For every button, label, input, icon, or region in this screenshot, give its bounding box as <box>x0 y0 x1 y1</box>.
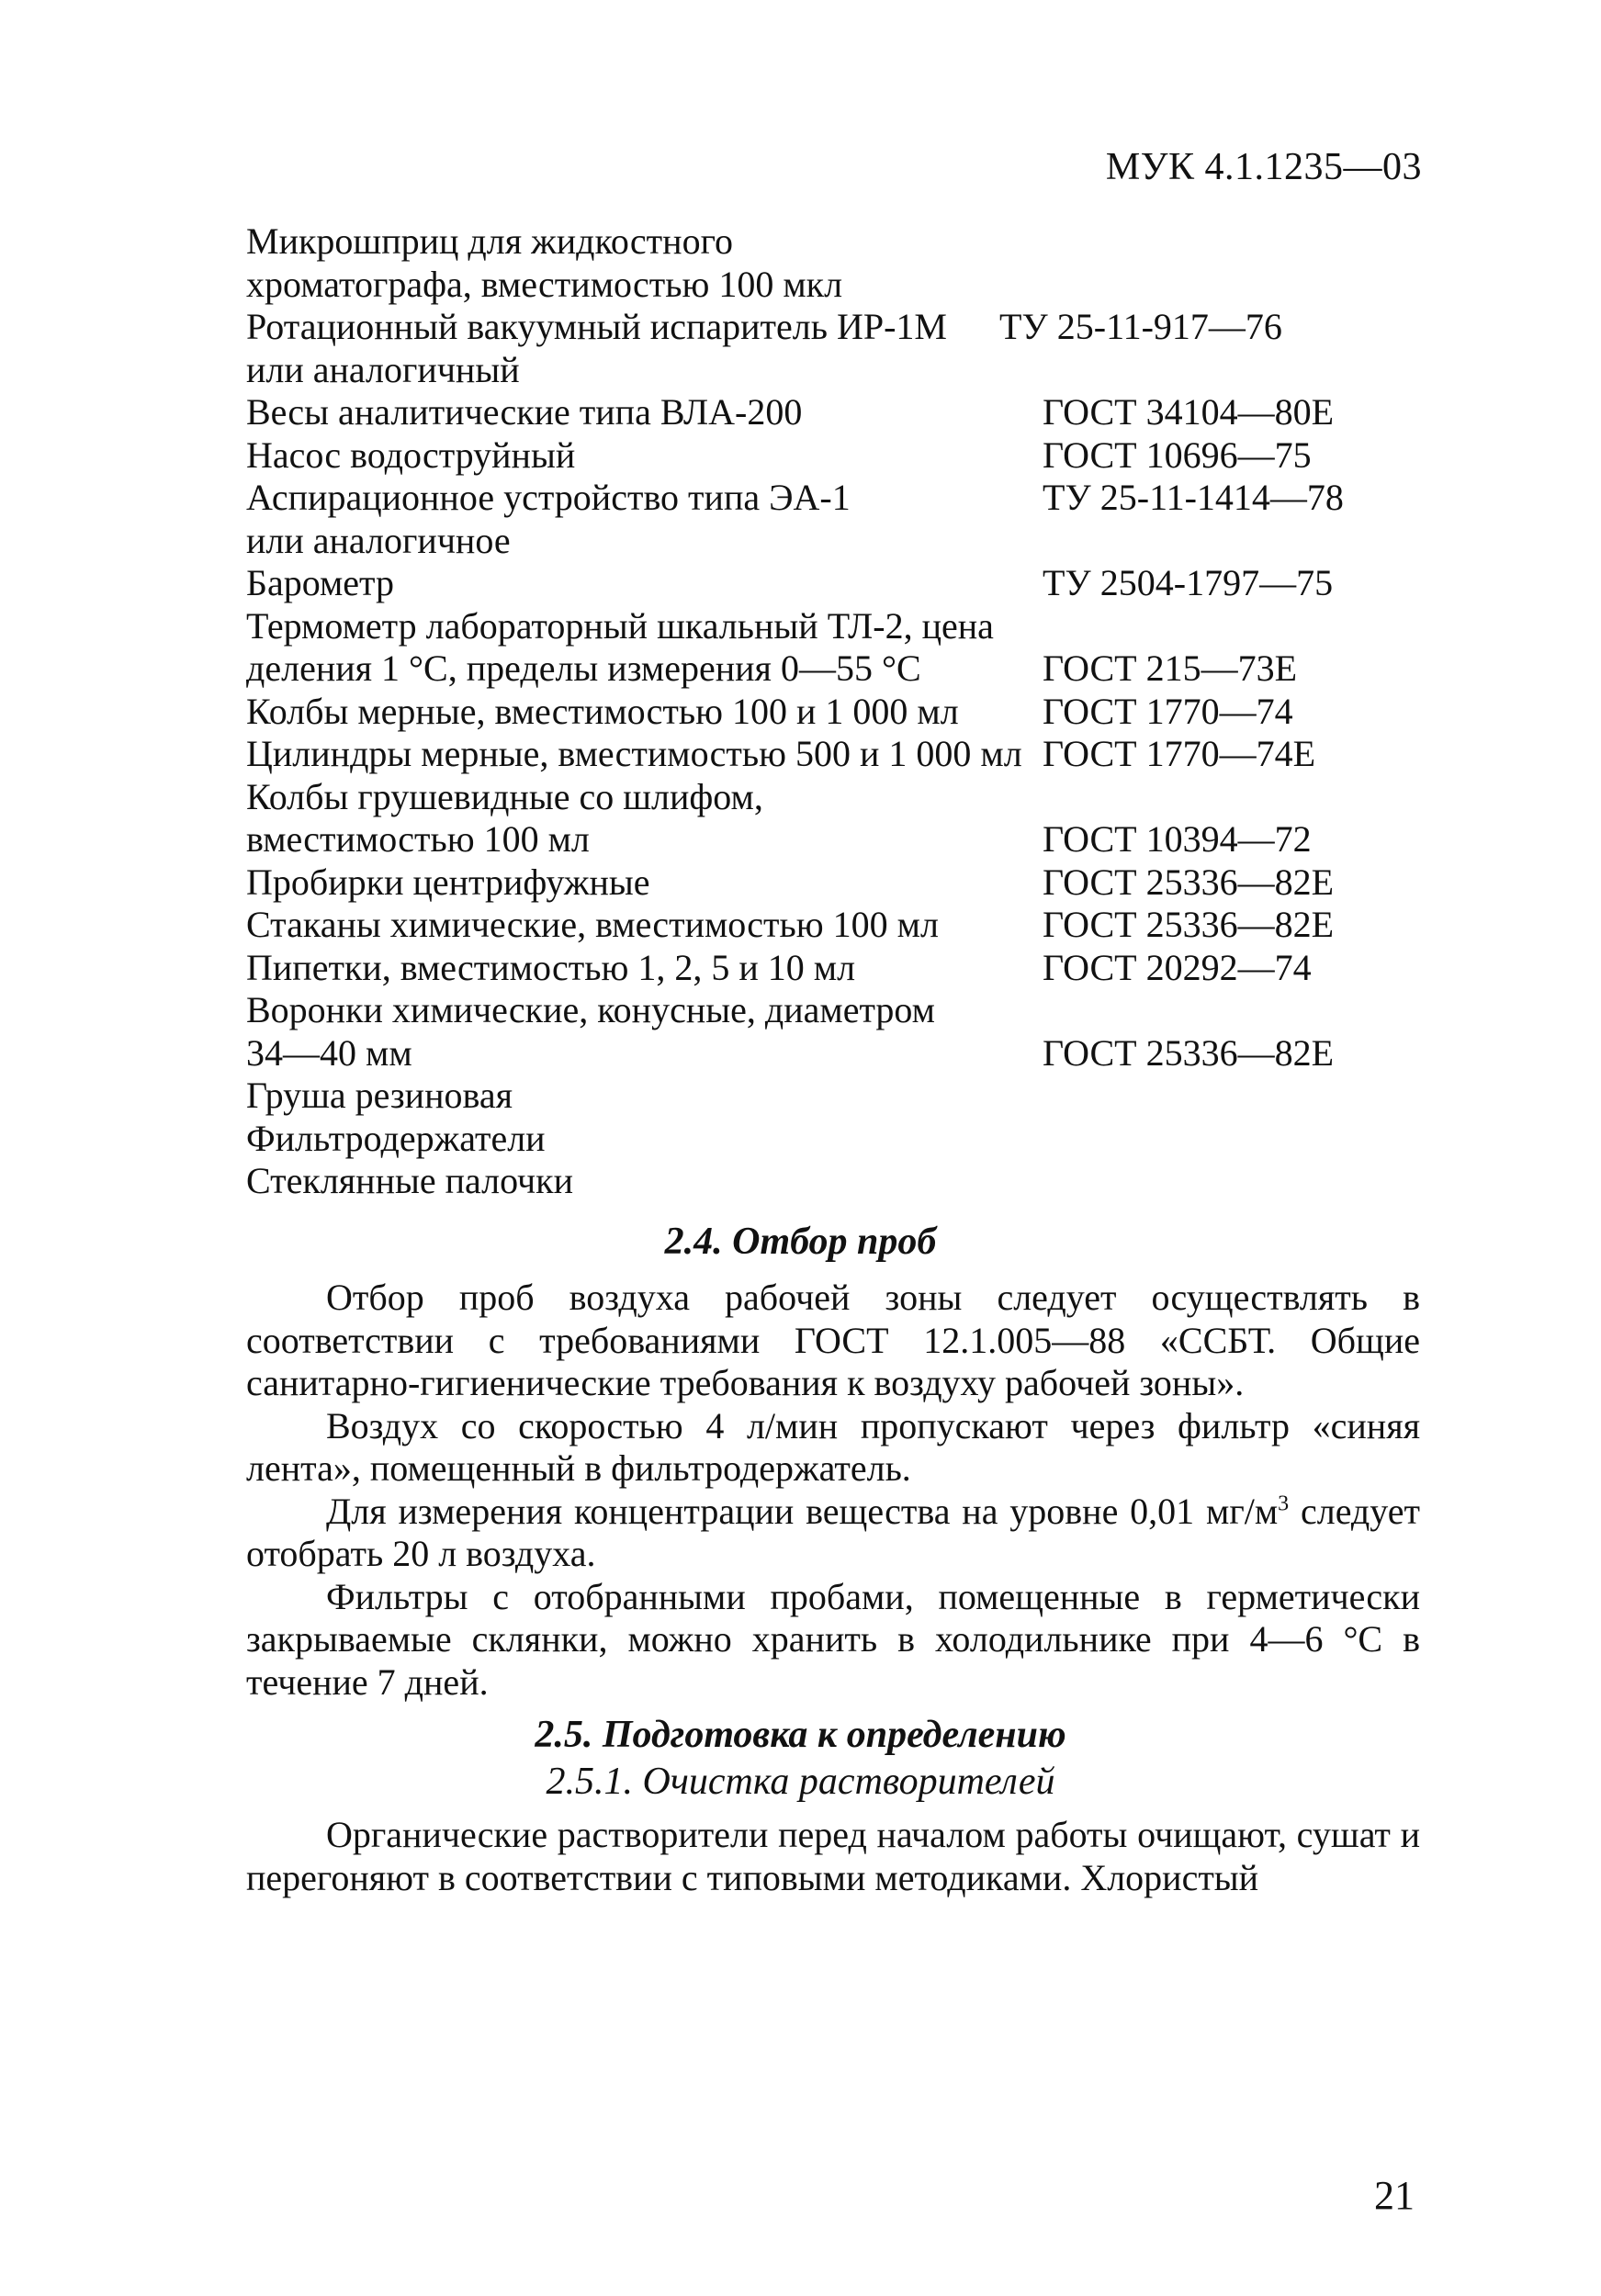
equipment-name: Колбы грушевидные со шлифом, вместимостью 100 мл <box>246 775 763 860</box>
equipment-standard: ГОСТ 25336—82Е <box>1043 1031 1335 1074</box>
equipment-name: Барометр <box>246 562 394 603</box>
equipment-row <box>246 562 1422 605</box>
equipment-standard: ГОСТ 25336—82Е <box>1043 904 1335 945</box>
equipment-name: Ротационный вакуумный испаритель ИР-1М или аналогичный <box>246 306 947 390</box>
text-fragment: следует отобрать 20 л воздуха. <box>246 1490 1420 1574</box>
equipment-name: Термометр лабораторный шкальный ТЛ-2, цена деления 1 °С, пределы измерения 0—55 °С <box>246 604 994 689</box>
equipment-row <box>246 1075 1422 1118</box>
equipment-standard: ТУ 25-11-917—76 <box>999 306 1282 347</box>
equipment-standard: ГОСТ 34104—80Е <box>1043 391 1335 433</box>
equipment-name: Стаканы химические, вместимостью 100 мл <box>246 904 939 945</box>
page-number: 21 <box>1374 2173 1415 2218</box>
equipment-name: Микрошприц для жидкостного хроматографа, вместимостью 100 мкл <box>246 220 843 305</box>
equipment-standard: ТУ 25-11-1414—78 <box>1043 477 1344 518</box>
section-sampling-body <box>246 1277 1420 1704</box>
equipment-row <box>246 434 1422 478</box>
equipment-standard: ГОСТ 10696—75 <box>1043 433 1312 476</box>
equipment-row <box>246 691 1422 734</box>
equipment-name: Колбы мерные, вместимостью 100 и 1 000 мл <box>246 690 959 732</box>
equipment-standard: ГОСТ 20292—74 <box>1043 946 1312 988</box>
superscript: 3 <box>1278 1491 1290 1516</box>
section-title-preparation: 2.5. Подготовка к определению <box>535 1714 1066 1756</box>
text-fragment: Для измерения концентрации вещества на уровне 0,01 мг/м <box>326 1490 1279 1532</box>
section-title-sampling: 2.4. Отбор проб <box>664 1221 937 1263</box>
equipment-row <box>246 1160 1422 1203</box>
equipment-row <box>246 605 1422 691</box>
equipment-name: Стеклянные палочки <box>246 1160 574 1201</box>
equipment-name: Пипетки, вместимостью 1, 2, 5 и 10 мл <box>246 946 856 988</box>
equipment-row <box>246 220 1422 306</box>
equipment-row <box>246 1118 1422 1161</box>
paragraph: Воздух со скоростью 4 л/мин пропускают через фильтр «синяя лента», помещенный в фильтродержатель. <box>246 1404 1420 1489</box>
document-code: МУК 4.1.1235—03 <box>1105 146 1422 188</box>
equipment-standard: ГОСТ 1770—74 <box>1043 690 1293 732</box>
paragraph: Фильтры с отобранными пробами, помещенные в герметически закрываемые склянки, можно хранить в холодильнике при 4—6 °С в течение 7 дней. <box>246 1575 1420 1703</box>
equipment-list <box>246 220 1422 1203</box>
equipment-name: Фильтродержатели <box>246 1117 546 1159</box>
equipment-row <box>246 776 1422 861</box>
equipment-row <box>246 947 1422 990</box>
equipment-row <box>246 904 1422 947</box>
section-preparation-body <box>246 1814 1420 1899</box>
equipment-name: Насос водоструйный <box>246 433 576 476</box>
equipment-row <box>246 989 1422 1075</box>
equipment-standard: ТУ 2504-1797—75 <box>1043 562 1334 603</box>
equipment-name: Весы аналитические типа ВЛА-200 <box>246 391 803 433</box>
equipment-name: Груша резиновая <box>246 1075 513 1116</box>
paragraph: Отбор проб воздуха рабочей зоны следует осуществлять в соответствии с требованиями ГОСТ 12.1.005—88 «ССБТ. Общие санитарно-гигиенические требования к воздуху рабочей зоны». <box>246 1277 1420 1403</box>
equipment-standard: ГОСТ 1770—74Е <box>1043 733 1316 774</box>
equipment-name: Цилиндры мерные, вместимостью 500 и 1 000 мл <box>246 733 1022 774</box>
equipment-standard: ГОСТ 215—73Е <box>1043 647 1298 689</box>
equipment-row <box>246 391 1422 434</box>
equipment-name: Воронки химические, конусные, диаметром 34—40 мм <box>246 989 935 1074</box>
paragraph: Органические растворители перед началом работы очищают, сушат и перегоняют в соответствии с типовыми методиками. Хлористый <box>246 1814 1420 1898</box>
equipment-row <box>246 861 1422 905</box>
equipment-standard: ГОСТ 25336—82Е <box>1043 861 1335 903</box>
equipment-row <box>246 733 1422 776</box>
subsection-title-solvents: 2.5.1. Очистка растворителей <box>546 1761 1055 1803</box>
equipment-name: Аспирационное устройство типа ЭА-1 или аналогичное <box>246 477 851 561</box>
equipment-name: Пробирки центрифужные <box>246 861 650 903</box>
equipment-row <box>246 477 1422 562</box>
paragraph <box>246 1491 1420 1576</box>
equipment-row <box>246 306 1422 391</box>
equipment-standard: ГОСТ 10394—72 <box>1043 818 1312 860</box>
